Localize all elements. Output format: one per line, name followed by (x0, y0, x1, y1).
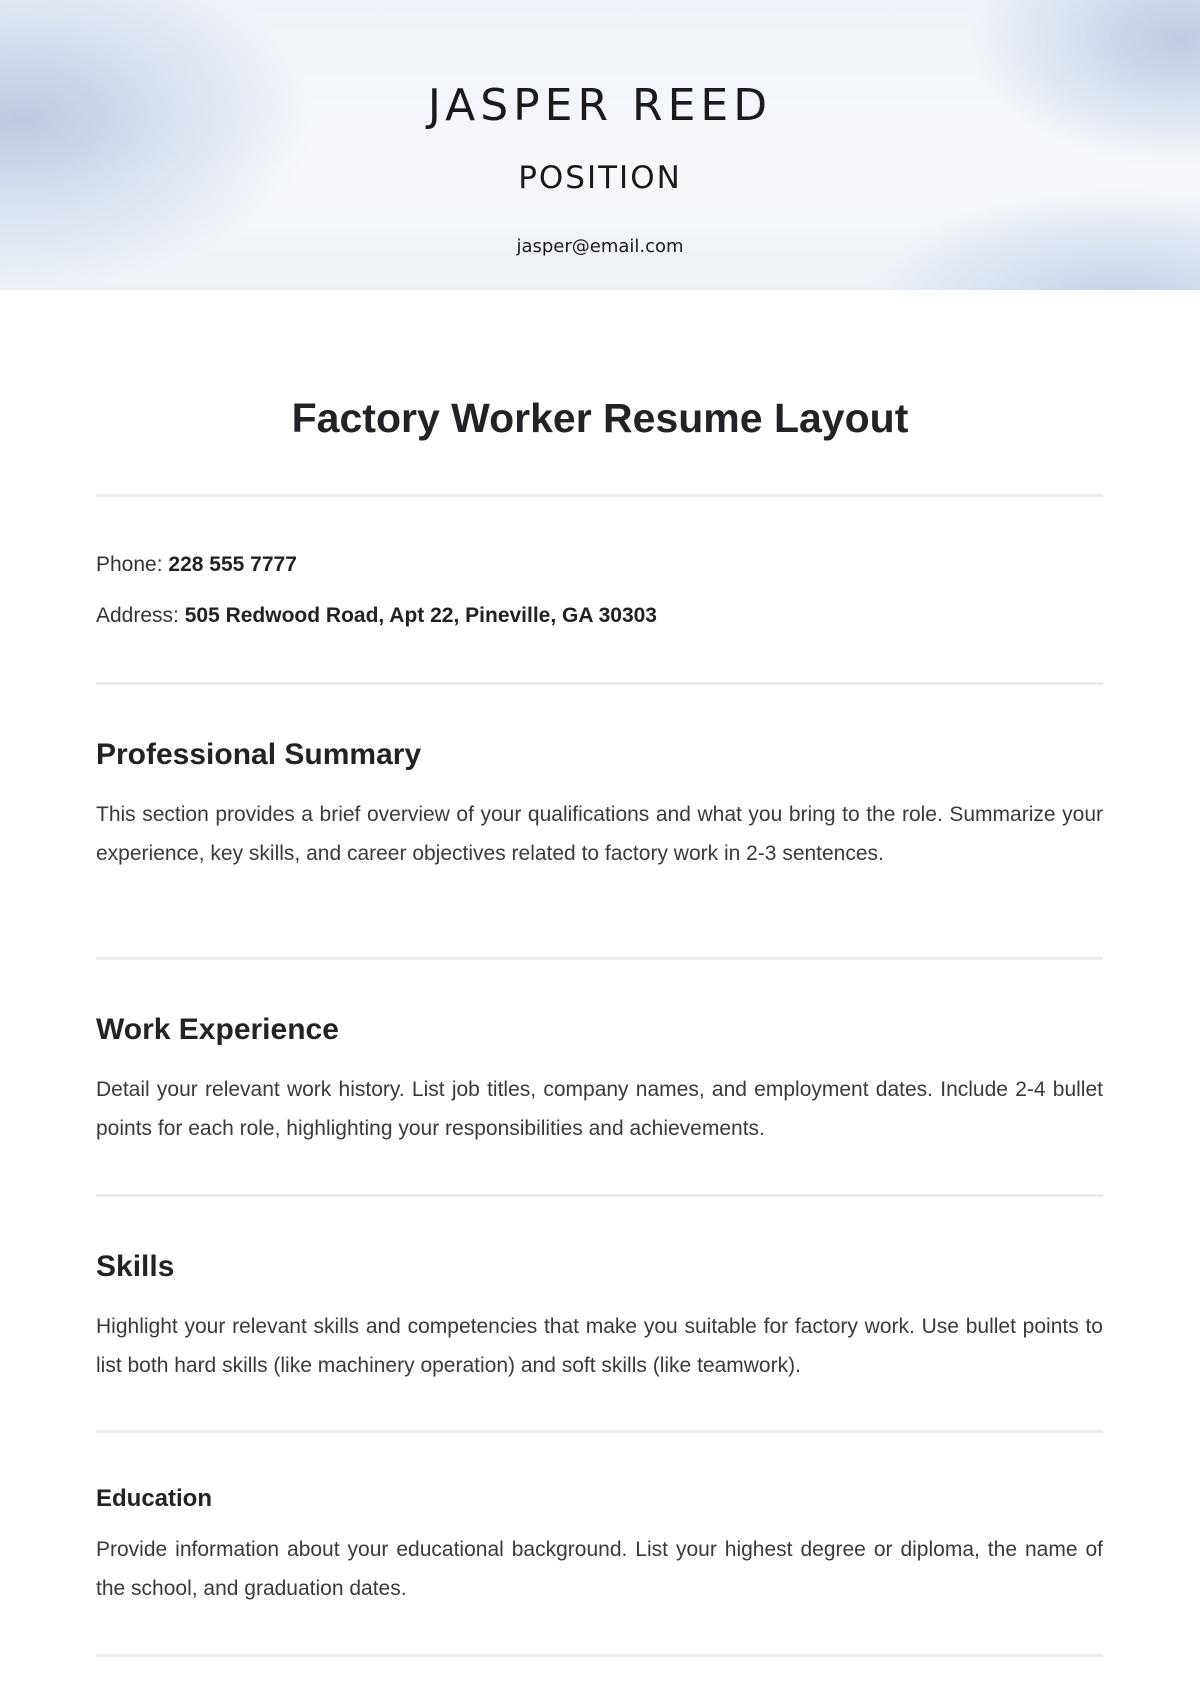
divider (96, 957, 1103, 960)
phone-value: 228 555 7777 (168, 553, 297, 576)
candidate-position: POSITION (518, 160, 682, 196)
address-value: 505 Redwood Road, Apt 22, Pineville, GA 30303 (184, 604, 657, 627)
divider (96, 682, 1103, 685)
divider (96, 1430, 1103, 1433)
section-body-work-experience: Detail your relevant work history. List job titles, company names, and employment dates. Include 2-4 bullet points for each role, highlighting your responsibilities and achievements. (96, 1078, 1103, 1140)
divider (96, 1194, 1103, 1197)
section-heading-work-experience: Work Experience (96, 1013, 339, 1046)
contact-phone (96, 553, 297, 577)
phone-label: Phone: (96, 553, 163, 576)
divider (96, 494, 1103, 497)
address-label: Address: (96, 604, 179, 627)
section-heading-professional-summary: Professional Summary (96, 738, 422, 771)
section-body-professional-summary: This section provides a brief overview of your qualifications and what you bring to the role. Summarize your experience, key skills, and career objectives related to factory work in 2-3 sentences. (96, 803, 1103, 865)
section-body-education: Provide information about your educational background. List your highest degree or diploma, the name of the school, and graduation dates. (96, 1538, 1103, 1600)
section-body-skills: Highlight your relevant skills and competencies that make you suitable for factory work. Use bullet points to list both hard skills (like machinery operation) and soft skills (like teamwork). (96, 1315, 1103, 1377)
document-title: Factory Worker Resume Layout (291, 395, 909, 441)
divider (96, 1654, 1103, 1657)
candidate-name: JASPER REED (427, 80, 773, 131)
section-heading-skills: Skills (96, 1250, 175, 1283)
contact-address (96, 604, 657, 628)
header-banner (0, 0, 1200, 290)
section-heading-education: Education (96, 1485, 213, 1512)
candidate-email: jasper@email.com (516, 236, 684, 257)
